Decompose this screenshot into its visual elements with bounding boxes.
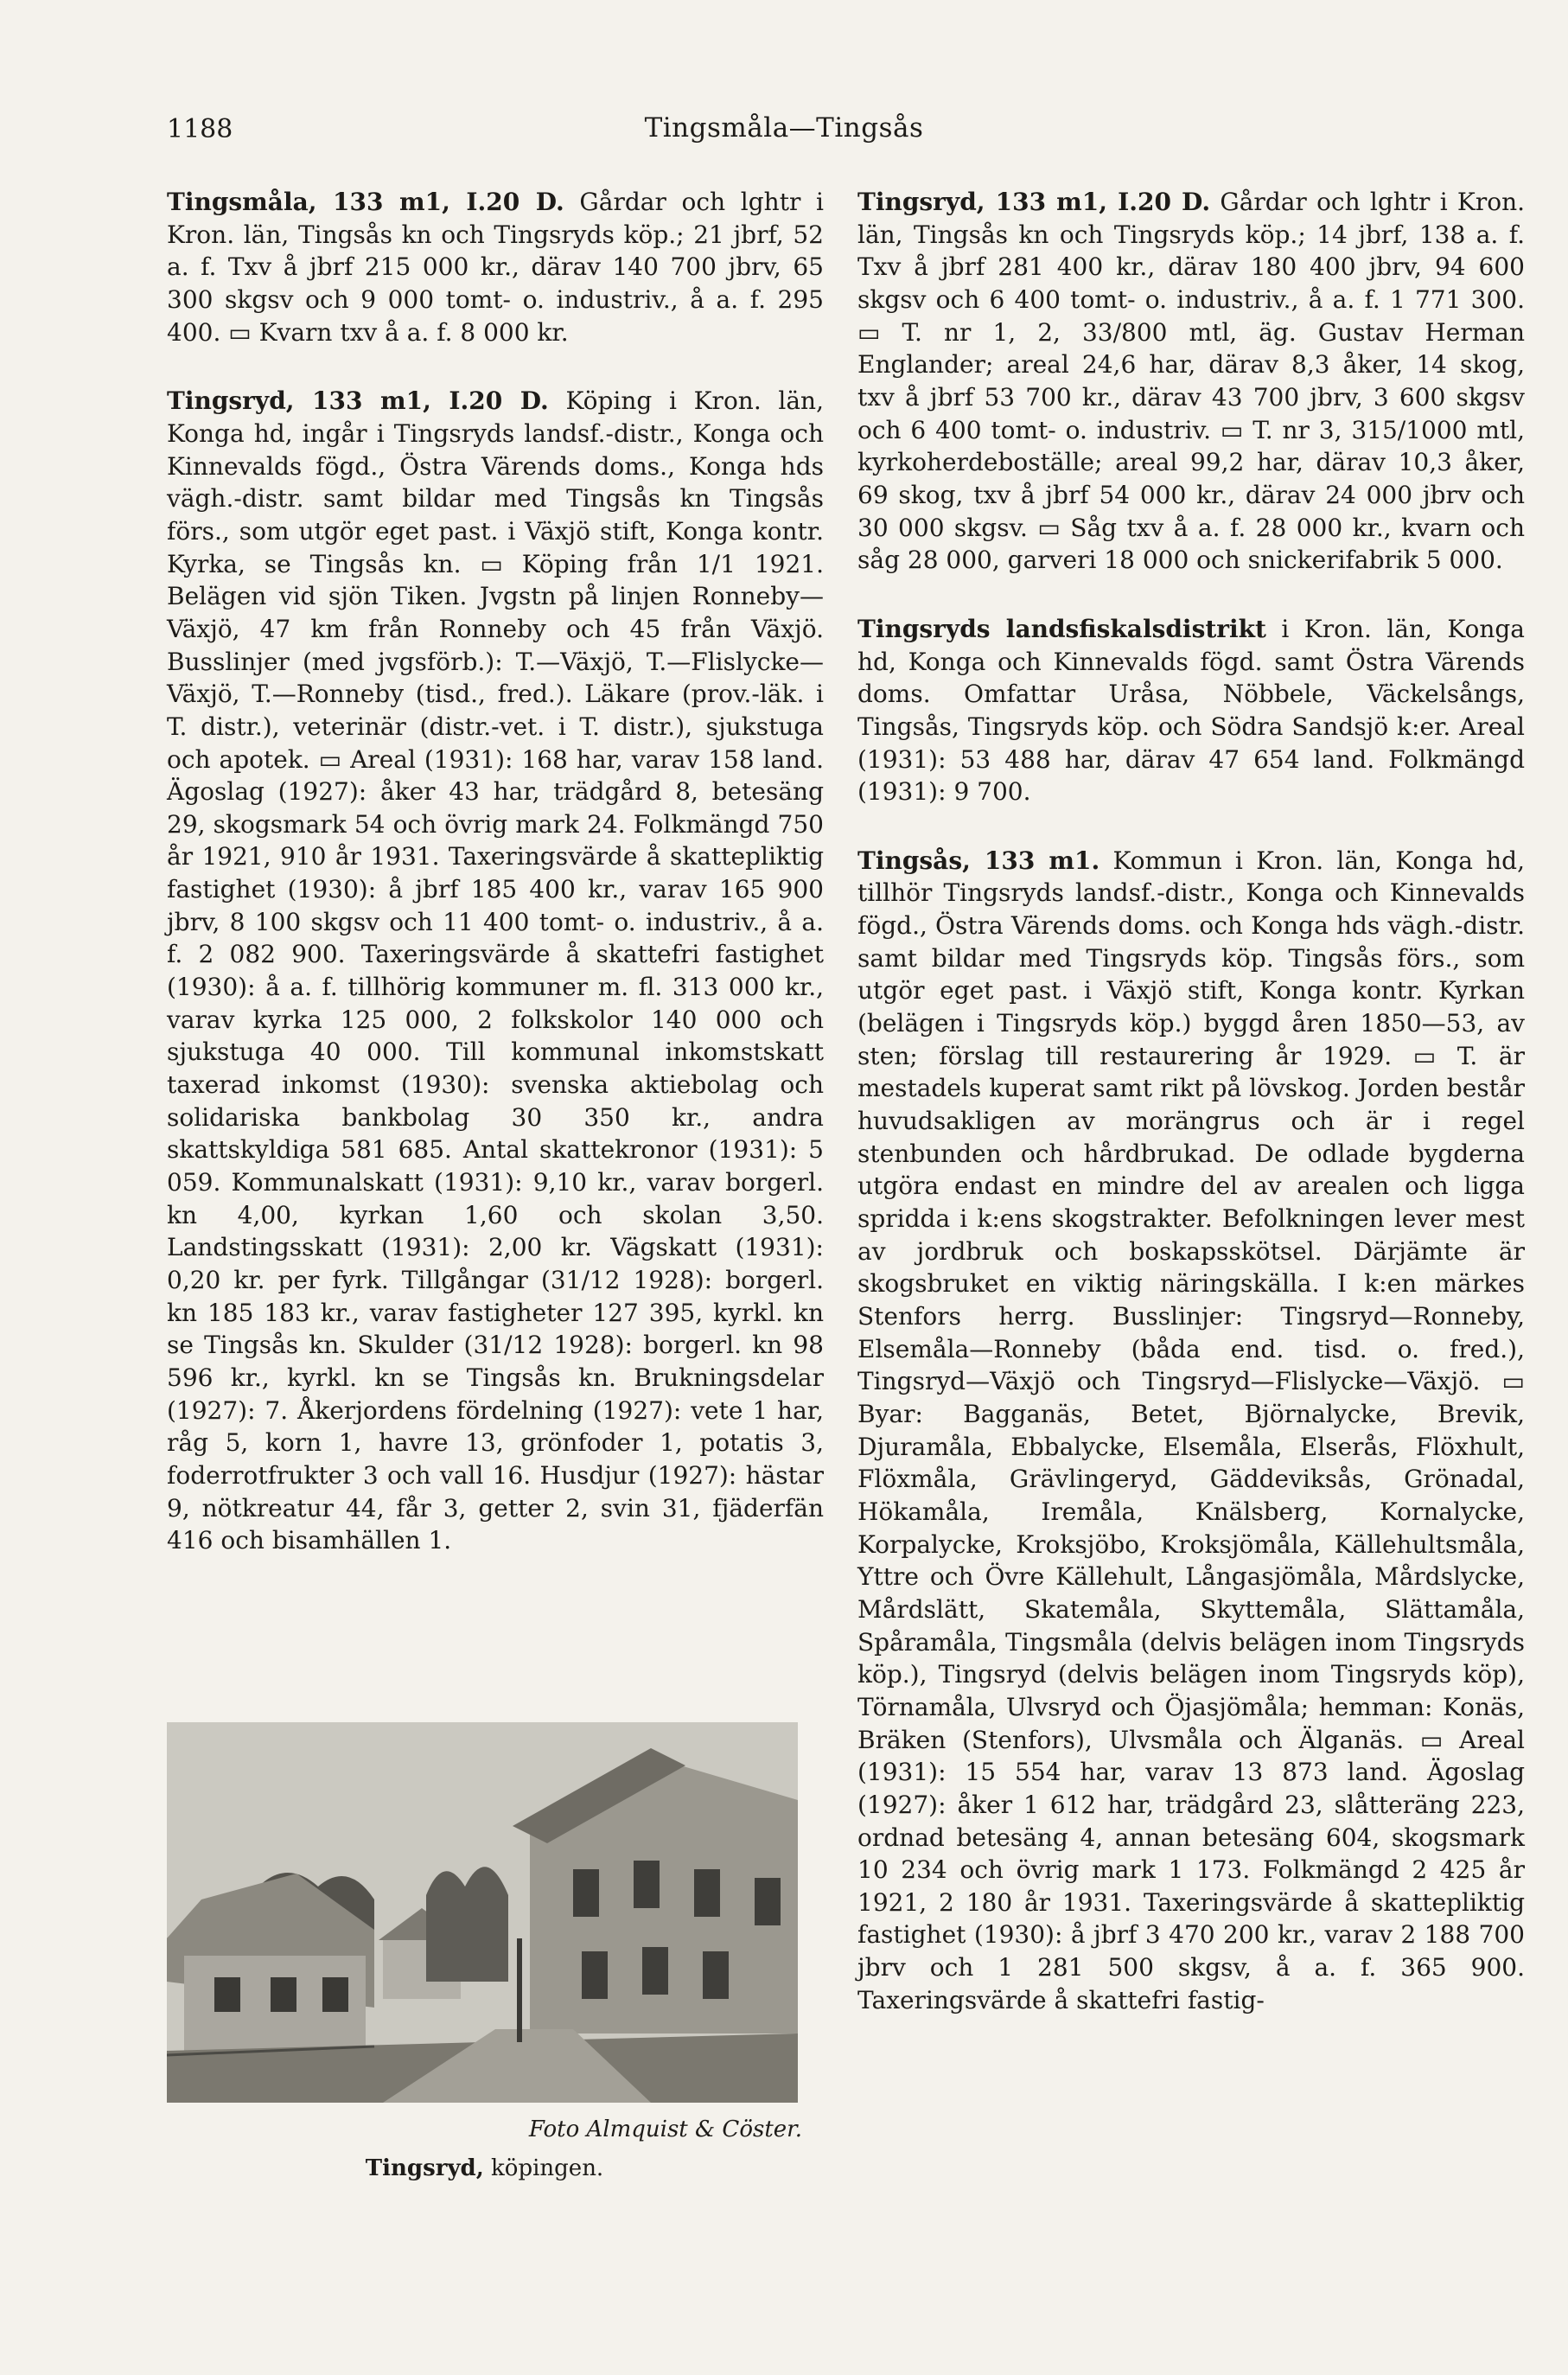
entry-headword: Tingsmåla, 133 m1, I.20 D. xyxy=(167,188,564,216)
caption-head: Tingsryd, xyxy=(365,2155,484,2181)
entry-tingsmala xyxy=(167,186,824,348)
entry-text: Gårdar och lghtr i Kron. län, Tingsås kn och Tingsryds köp.; 14 jbrf, 138 a. f. Txv å jbrf 281 400 kr., därav 180 400 jbrv, 94 600 skgsv och 6 400 tomt- o. industriv., å a. f. 1 771 300. ▭ T. nr 1, 2, 33/800 mtl, äg. Gustav Herman Englander; areal 24,6 har, därav 8,3 åker, 14 skog, txv å jbrf 53 700 kr., därav 43 700 jbrv, 3 600 skgsv och 6 400 tomt- o. industriv. ▭ T. nr 3, 315/1000 mtl, kyrkoherdeboställe; areal 99,2 har, därav 10,3 åker, 69 skog, txv å jbrf 54 000 kr., därav 24 000 jbrv och 30 000 skgsv. ▭ Såg txv å a. f. 28 000 kr., kvarn och såg 28 000, garveri 18 000 och snickerifabrik 5 000. xyxy=(857,188,1526,575)
right-column xyxy=(857,186,1525,2053)
entry-headword: Tingsås, 133 m1. xyxy=(857,846,1100,875)
entry-text: Kommun i Kron. län, Konga hd, tillhör Tingsryds landsf.-distr., Konga och Kinnevalds fögd., Östra Värends doms. och Konga hds vägh.-distr. samt bildar med Tingsryds köp. Tingsås förs., som utgör eget past. i Växjö stift, Konga kontr. Kyrkan (belägen i Tingsryds köp.) byggd åren 1850—53, av sten; förslag till restaurering år 1929. ▭ T. är mestadels kuperat samt rikt på lövskog. Jorden består huvudsakligen av morängrus och är i regel stenbunden och hårdbrukad. De odlade bygderna utgöra endast en mindre del av arealen och ligga spridda i k:ens skogstrakter. Befolkningen lever mest av jordbruk och boskapsskötsel. Därjämte är skogsbruket en viktig näringskälla. I k:en märkes Stenfors herrg. Busslinjer: Tingsryd—Ronneby, Elsemåla—Ronneby (båda end. tisd. o. fred.), Tingsryd—Växjö och Tingsryd—Flislycke—Växjö. ▭ Byar: Bagganäs, Betet, Björnalycke, Brevik, Djuramåla, Ebbalycke, Elsemåla, Elserås, Flöxhult, Flöxmåla, Grävlingeryd, Gäddeviksås, Grönadal, Hökamåla, Iremåla, Knälsberg, Kornalycke, Korpalycke, Kroksjöbo, Kroksjömåla, Källehultsmåla, Yttre och Övre Källehult, Långasjömåla, Mårdslycke, Mårdslätt, Skatemåla, Skyttemåla, Slättamåla, Spåramåla, Tingsmåla (delvis belägen inom Tingsryds köp.), Tingsryd (delvis belägen inom Tingsryds köp), Törnamåla, Ulvsryd och Öjasjömåla; hemman: Konäs, Bräken (Stenfors), Ulvsmåla och Älganäs. ▭ Areal (1931): 15 554 har, varav 13 873 land. Ägoslag (1927): åker 1 612 har, trädgård 23, slåtteräng 223, ordnad betesäng 4, annan betesäng 604, skogsmark 10 234 och övrig mark 1 173. Folkmängd 2 425 år 1921, 2 180 år 1931. Taxeringsvärde å skattepliktig fastighet (1930): å jbrf 3 470 200 kr., varav 2 188 700 jbrv och 1 281 500 skgsv, å a. f. 365 900. Taxeringsvärde å skattefri fastig- xyxy=(857,846,1525,2014)
photo-tingsryd xyxy=(167,1722,798,2103)
page-number: 1188 xyxy=(167,114,233,144)
caption-text: köpingen. xyxy=(491,2155,604,2181)
entry-text: i Kron. län, Konga hd, Konga och Kinnevalds fögd. samt Östra Värends doms. Omfattar Uråsa, Nöbbele, Väckelsångs, Tingsås, Tingsryds köp. och Södra Sandsjö k:er. Areal (1931): 53 488 har, därav 47 654 land. Folkmängd (1931): 9 700. xyxy=(857,614,1525,807)
entry-text: Gårdar och lghtr i Kron. län, Tingsås kn och Tingsryds köp.; 21 jbrf, 52 a. f. Txv å jbrf 215 000 kr., därav 140 700 jbrv, 65 300 skgsv och 9 000 tomt- o. industriv., å a. f. 295 400. ▭ Kvarn txv å a. f. 8 000 kr. xyxy=(167,188,824,347)
entry-tingsryd-koping xyxy=(167,385,824,1557)
entry-headword: Tingsryds landsfiskalsdistrikt xyxy=(857,614,1266,643)
entry-text: Köping i Kron. län, Konga hd, ingår i Tingsryds landsf.-distr., Konga och Kinnevalds fögd., Östra Värends doms., Konga hds vägh.-distr. samt bildar med Tingsås kn Tingsås förs., som utgör eget past. i Växjö stift, Konga kontr. Kyrka, se Tingsås kn. ▭ Köping från 1/1 1921. Belägen vid sjön Tiken. Jvgstn på linjen Ronneby—Växjö, 47 km från Ronneby och 45 från Växjö. Busslinjer (med jvgsförb.): T.—Växjö, T.—Flislycke—Växjö, T.—Ronneby (tisd., fred.). Läkare (prov.-läk. i T. distr.), veterinär (distr.-vet. i T. distr.), sjukstuga och apotek. ▭ Areal (1931): 168 har, varav 158 land. Ägoslag (1927): åker 43 har, trädgård 8, betesäng 29, skogsmark 54 och övrig mark 24. Folkmängd 750 år 1921, 910 år 1931. Taxeringsvärde å skattepliktig fastighet (1930): å jbrf 185 400 kr., varav 165 900 jbrv, 8 100 skgsv och 11 400 tomt- o. industriv., å a. f. 2 082 900. Taxeringsvärde å skattefri fastighet (1930): å a. f. tillhörig kommuner m. fl. 313 000 kr., varav kyrka 125 000, 2 folkskolor 140 000 och sjukstuga 40 000. Till kommunal inkomstskatt taxerad inkomst (1930): svenska aktiebolag och solidariska bankbolag 30 350 kr., andra skattskyldiga 581 685. Antal skattekronor (1931): 5 059. Kommunalskatt (1931): 9,10 kr., varav borgerl. kn 4,00, kyrkan 1,60 och skolan 3,50. Landstingsskatt (1931): 2,00 kr. Vägskatt (1931): 0,20 kr. per fyrk. Tillgångar (31/12 1928): borgerl. kn 185 183 kr., varav fastigheter 127 395, kyrkl. kn se Tingsås kn. Skulder (31/12 1928): borgerl. kn 98 596 kr., kyrkl. kn se Tingsås kn. Brukningsdelar (1927): 7. Åkerjordens fördelning (1927): vete 1 har, råg 5, korn 1, havre 13, grönfoder 1, potatis 3, foderrotfrukter 3 och vall 16. Husdjur (1927): hästar 9, nötkreatur 44, får 3, getter 2, svin 31, fjäderfän 416 och bisamhällen 1. xyxy=(167,386,824,1555)
entry-headword: Tingsryd, 133 m1, I.20 D. xyxy=(857,188,1211,216)
photo-credit: Foto Almquist & Cöster. xyxy=(528,2116,802,2142)
running-head: Tingsmåla—Tingsås xyxy=(644,112,924,144)
entry-tingsryd-gardar xyxy=(857,186,1525,577)
left-column xyxy=(167,186,824,1593)
photo-caption xyxy=(167,2155,802,2181)
entry-tingsryds-landsfiskalsdistrikt xyxy=(857,613,1525,808)
entry-headword: Tingsryd, 133 m1, I.20 D. xyxy=(167,386,549,416)
entry-tingsas xyxy=(857,845,1525,2017)
